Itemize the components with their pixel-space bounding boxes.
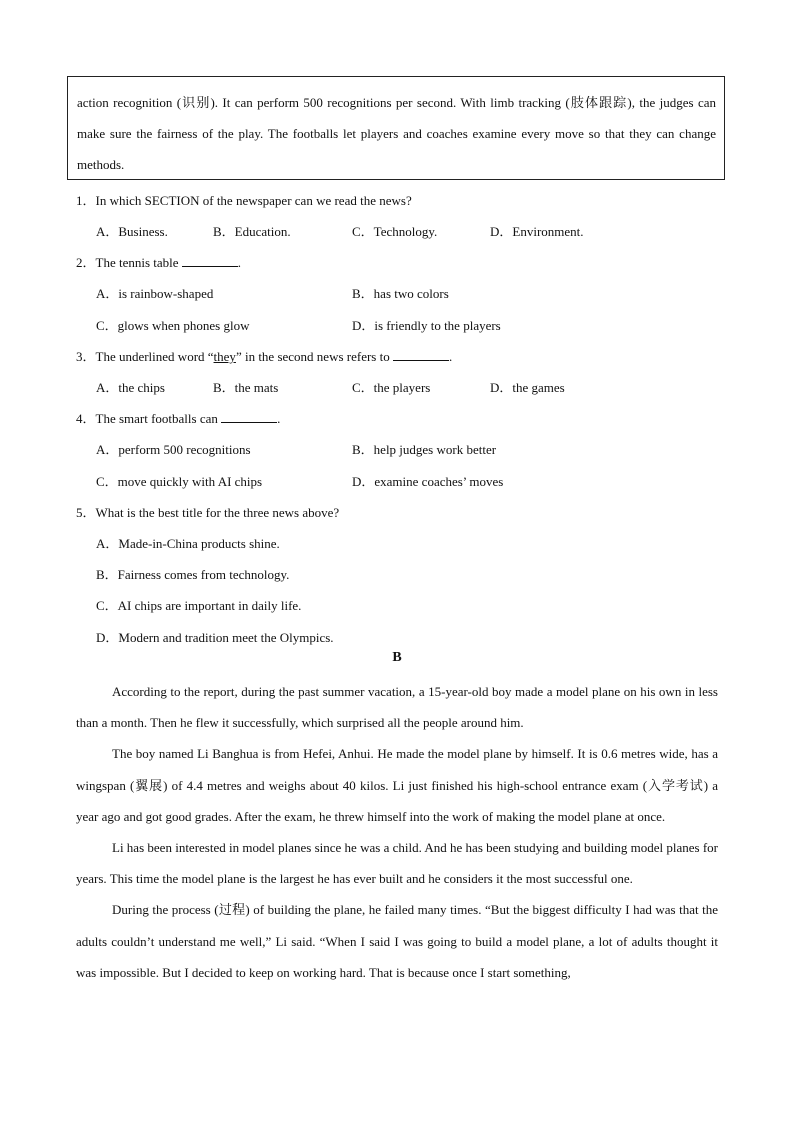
question-3-option-b: B．the mats xyxy=(213,380,279,395)
question-3-option-d: D．the games xyxy=(490,380,565,395)
question-2-stem: 2．The tennis table xyxy=(76,255,182,270)
passage-paragraph: Li has been interested in model planes since he was a child. And he has been studying and building model planes for years. This time the model plane is the largest he has ever built and he considers it the most successful one. xyxy=(76,840,718,887)
question-2-option-b: B．has two colors xyxy=(352,286,449,301)
question-4-stem: 4．The smart footballs can xyxy=(76,411,222,426)
question-4-option-c: C．move quickly with AI chips xyxy=(96,474,263,489)
question-4 xyxy=(76,408,280,427)
question-2-stem-end: . xyxy=(237,255,242,270)
passage-b xyxy=(76,676,718,988)
question-3-stem-mid: ” in the second news refers to xyxy=(235,349,393,364)
question-4-option-a: A．perform 500 recognitions xyxy=(96,442,251,457)
question-1-option-b: B．Education. xyxy=(213,224,291,239)
question-5: 5．What is the best title for the three news above? xyxy=(76,505,340,520)
intro-text-box xyxy=(67,76,725,180)
question-4-option-b: B．help judges work better xyxy=(352,442,497,457)
question-2-option-a: A．is rainbow-shaped xyxy=(96,286,214,301)
question-3-option-a: A．the chips xyxy=(96,380,165,395)
question-3 xyxy=(76,346,452,365)
question-2-option-d: D．is friendly to the players xyxy=(352,318,501,333)
question-5-option-d: D．Modern and tradition meet the Olympics. xyxy=(96,630,334,645)
answer-blank xyxy=(182,255,238,267)
question-1-option-a: A．Business. xyxy=(96,224,168,239)
question-2 xyxy=(76,252,241,271)
intro-text: action recognition (识别). It can perform 500 recognitions per second. With limb tracking (肢体跟踪), the judges can make sure the fairness of the play. The footballs let players and coaches examine every move so that they can change methods. xyxy=(77,95,716,172)
underlined-word: they xyxy=(213,349,236,364)
question-4-stem-end: . xyxy=(277,411,281,426)
question-3-option-c: C．the players xyxy=(352,380,431,395)
passage-paragraph: During the process (过程) of building the plane, he failed many times. “But the biggest difficulty I had was that the adults couldn’t understand me well,” Li said. “When I said I was going to build a model plane, a lot of adults thought it was impossible. But I decided to keep on working hard. That is because once I start something, xyxy=(76,902,718,980)
question-3-stem-end: . xyxy=(448,349,453,364)
question-5-option-c: C．AI chips are important in daily life. xyxy=(96,598,302,613)
question-1-option-d: D．Environment. xyxy=(490,224,584,239)
question-1: 1．In which SECTION of the newspaper can we read the news? xyxy=(76,193,412,208)
question-4-option-d: D．examine coaches’ moves xyxy=(352,474,504,489)
question-5-option-b: B．Fairness comes from technology. xyxy=(96,567,290,582)
passage-paragraph: According to the report, during the past summer vacation, a 15-year-old boy made a model plane on his own in less than a month. Then he flew it successfully, which surprised all the people around him. xyxy=(76,684,718,731)
section-heading: B xyxy=(392,650,402,665)
question-1-option-c: C．Technology. xyxy=(352,224,438,239)
answer-blank xyxy=(221,411,277,423)
question-2-option-c: C．glows when phones glow xyxy=(96,318,250,333)
answer-blank xyxy=(393,349,449,361)
passage-paragraph: The boy named Li Banghua is from Hefei, Anhui. He made the model plane by himself. It is 0.6 metres wide, has a wingspan (翼展) of 4.4 metres and weighs about 40 kilos. Li just finished his high-school entrance exam (入学考试) a year ago and got good grades. After the exam, he threw himself into the work of making the model plane at once. xyxy=(76,746,718,824)
question-3-stem: 3．The underlined word “ xyxy=(76,349,214,364)
question-5-option-a: A．Made-in-China products shine. xyxy=(96,536,280,551)
